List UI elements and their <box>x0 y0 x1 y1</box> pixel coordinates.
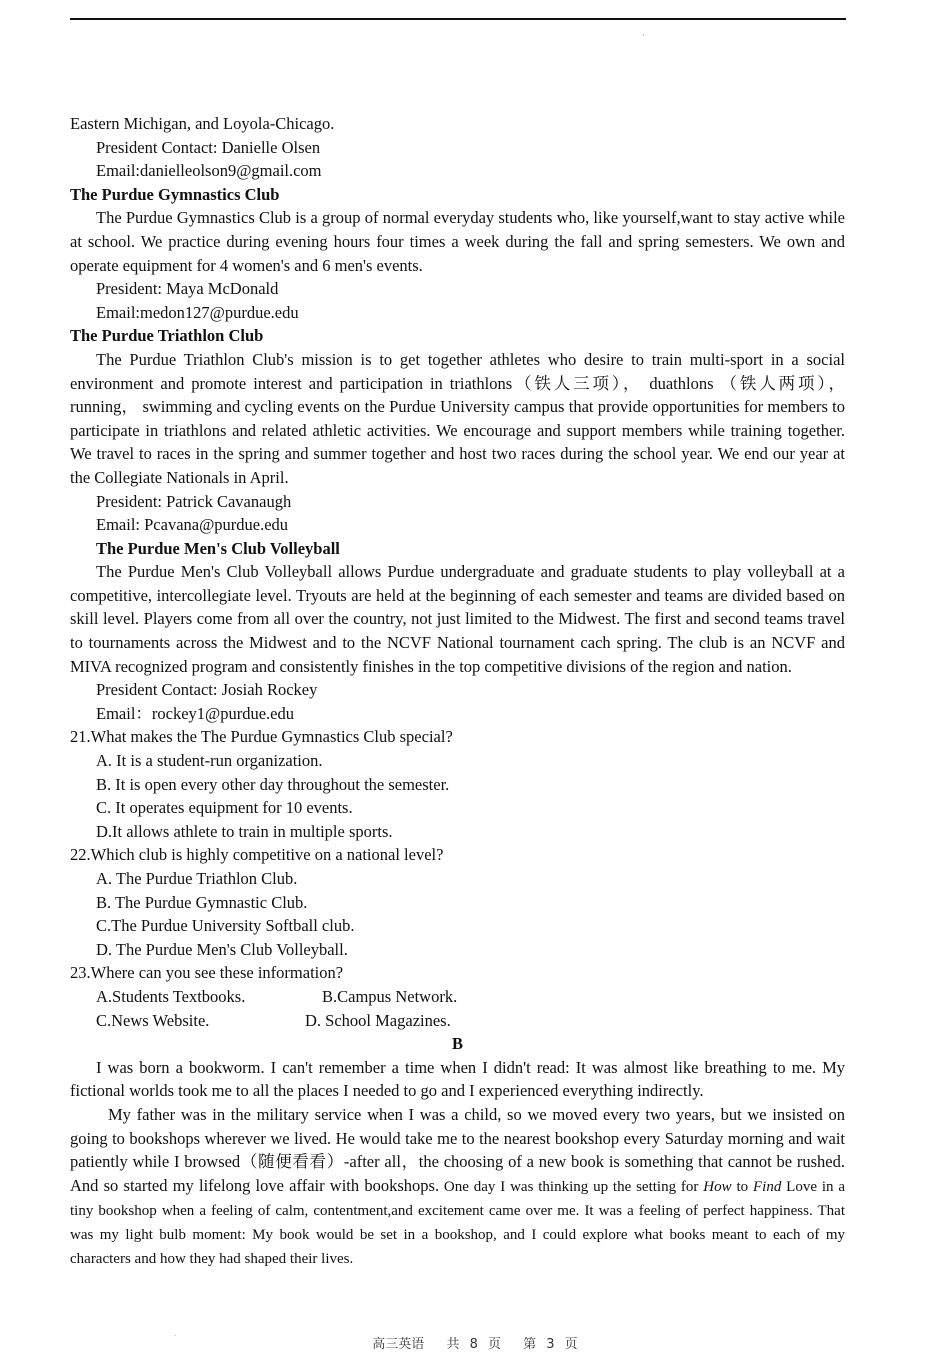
book-title-how: How <box>703 1178 732 1195</box>
header-rule <box>70 18 846 20</box>
option-a: A. The Purdue Triathlon Club. <box>96 869 298 888</box>
option-b: B.Campus Network. <box>322 986 458 1006</box>
club-email-gymnastics: Email:medon127@purdue.edu <box>96 302 299 322</box>
section-heading: B <box>451 1034 463 1054</box>
option-c: C.The Purdue University Softball club. <box>96 916 355 936</box>
email: Email:danielleolson9@gmail.com <box>96 161 322 181</box>
page-content <box>70 112 845 1270</box>
club-body-volleyball: The Purdue Men's Club Volleyball allows Purdue undergraduate and graduate students to play volleyball at a competitive, intercollegiate level. Tryouts are held at the beginning of each semester and teams are divided based on skill level. Players come from all over the country, not just limited to the Midwest. The first and second teams travel to tournaments across the Midwest and to the NCVF National tournament cach spring. The club is an NCVF and MIVA recognized program and consistently finishes in the top competitive divisions of the region and nation. <box>70 562 845 676</box>
question-stem: 23.Where can you see these information? <box>70 963 344 983</box>
question-stem: 22.Which club is highly competitive on a national level? <box>70 845 444 865</box>
club-body-gymnastics: The Purdue Gymnastics Club is a group of normal everyday students who, like yourself,want to stay active while at school. We practice during evening hours four times a week during the fall and spring semesters. We own and operate equipment for 4 women's and 6 men's events. <box>70 208 845 275</box>
option-d: D. The Purdue Men's Club Volleyball. <box>96 939 348 959</box>
page-footer <box>0 1333 950 1352</box>
club-title-triathlon: The Purdue Triathlon Club <box>70 326 264 346</box>
passage-b-paragraph-2 <box>70 1103 845 1270</box>
club-president-triathlon: President: Patrick Cavanaugh <box>96 491 292 511</box>
continuation-text: Eastern Michigan, and Loyola-Chicago. <box>70 114 335 133</box>
club-body-triathlon: The Purdue Triathlon Club's mission is to get together athletes who desire to train multi-sport in a social environment and promote interest and participation in triathlons（铁人三项）， duathlons （铁人两项）， running， swimming and cycling events on the Purdue University campus that provide opportunities for members to participate in triathlons and related athletic activities. We encourage and support members while training together. We travel to races in the spring and summer together and host two races during the school year. We end our year at the Collegiate Nationals in April. <box>70 349 845 487</box>
option-b: B. It is open every other day throughout the semester. <box>96 774 450 794</box>
option-row <box>70 1009 845 1033</box>
text-run: One day I was thinking up the setting for <box>439 1178 704 1195</box>
scan-speck <box>643 34 644 36</box>
option-c: C.News Website. <box>96 1010 210 1030</box>
question-stem: 21.What makes the The Purdue Gymnastics Club special? <box>70 727 453 747</box>
question-22 <box>70 843 845 961</box>
club-email-volleyball: Email：rockey1@purdue.edu <box>96 703 295 723</box>
club-title-volleyball: The Purdue Men's Club Volleyball <box>96 538 340 558</box>
option-a: A.Students Textbooks. <box>96 986 246 1006</box>
option-b: B. The Purdue Gymnastic Club. <box>96 892 308 912</box>
option-c: C. It operates equipment for 10 events. <box>96 798 353 818</box>
option-d: D.It allows athlete to train in multiple sports. <box>96 821 393 841</box>
option-d: D. School Magazines. <box>305 1010 451 1030</box>
club-president-volleyball: President Contact: Josiah Rockey <box>96 680 318 700</box>
passage-b-paragraph-1: I was born a bookworm. I can't remember a time when I didn't read: It was almost like breathing to me. My fictional worlds took me to all the places I needed to go and I experienced everything indirectly. <box>70 1057 845 1101</box>
club-title-gymnastics: The Purdue Gymnastics Club <box>70 184 280 204</box>
paragraph-main: My father was in the military service when I was a child, so we moved every two years, but we insisted on going to bookshops wherever we lived. He would take me to the nearest bookshop every Saturday morning and wait patiently while I browsed（随便看看）-after all，the choosing of a new book is something that cannot be rushed. And so started my lifelong love affair with bookshops. <box>70 1104 845 1195</box>
book-title-find: Find <box>752 1178 782 1195</box>
option-row <box>70 985 845 1009</box>
club-president-gymnastics: President: Maya McDonald <box>96 279 279 299</box>
text-run: Love in a tiny bookshop when a feeling of calm, contentment,and excitement came over me. It was a feeling of perfect happiness. That was my light bulb moment: My book would be set in a bookshop, and I could explore what books meant to each of my characters and how they had shaped their lives. <box>70 1178 845 1267</box>
footer-current-page: 第 3 页 <box>523 1337 578 1352</box>
question-21 <box>70 725 845 843</box>
text-run: to <box>731 1178 753 1195</box>
footer-total-pages: 共 8 页 <box>446 1337 501 1352</box>
club-email-triathlon: Email: Pcavana@purdue.edu <box>96 515 289 535</box>
question-23 <box>70 961 845 1032</box>
option-a: A. It is a student-run organization. <box>96 751 323 771</box>
president-contact: President Contact: Danielle Olsen <box>96 137 321 157</box>
footer-subject: 高三英语 <box>372 1337 425 1352</box>
